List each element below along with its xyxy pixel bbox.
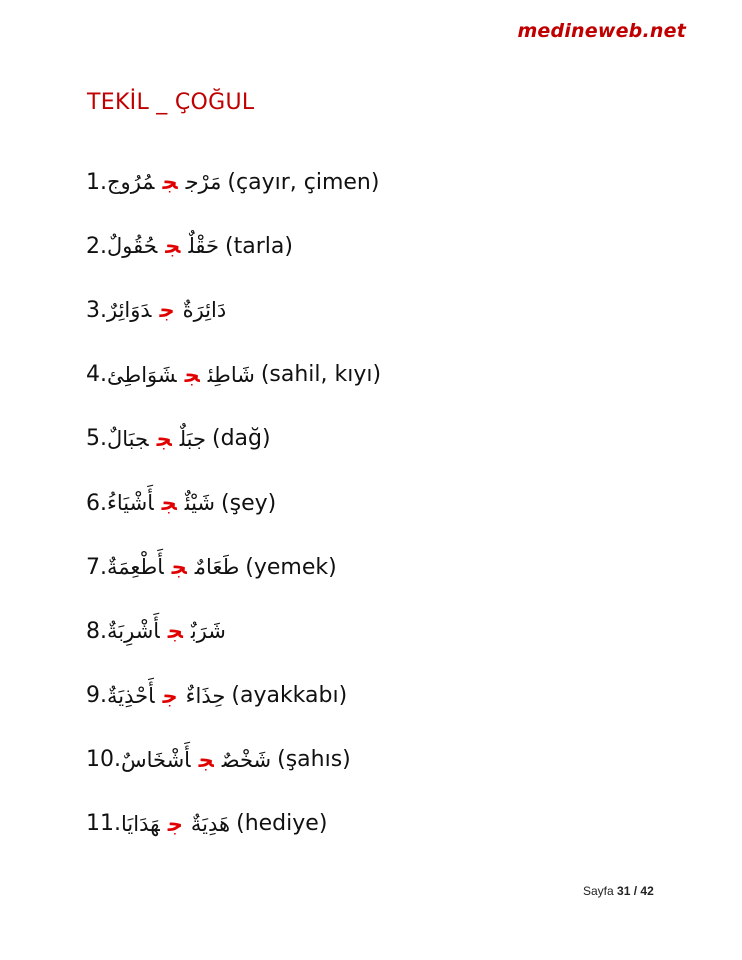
singular-word: جبَلٌ xyxy=(179,426,206,451)
entry-number: 5. xyxy=(86,426,107,452)
plural-marker: ج xyxy=(161,491,177,516)
entry-number: 6. xyxy=(86,490,107,516)
arabic-pair xyxy=(107,170,221,194)
meaning: (ayakkabı) xyxy=(231,683,348,709)
page-divider: / xyxy=(633,884,638,898)
meaning: (tarla) xyxy=(225,233,293,259)
plural-word: أَطْعِمَةٌ xyxy=(107,555,164,580)
word-list xyxy=(86,150,381,856)
list-item xyxy=(86,664,381,728)
plural-marker: ج xyxy=(165,234,181,259)
meaning: (çayır, çimen) xyxy=(227,169,380,195)
entry-number: 10. xyxy=(86,747,121,773)
meaning: (şahıs) xyxy=(277,747,351,773)
entry-number: 1. xyxy=(86,169,107,195)
plural-marker: ج xyxy=(171,555,187,580)
list-item xyxy=(86,535,381,599)
singular-word: طَعَامٌ xyxy=(194,555,240,580)
list-item xyxy=(86,214,381,278)
page-label: Sayfa xyxy=(583,884,614,898)
plural-word: جبَالٌ xyxy=(107,426,149,451)
singular-word: هَدِيَةٌ xyxy=(190,811,231,836)
plural-marker: ج xyxy=(167,619,183,644)
list-item xyxy=(86,343,381,407)
list-item xyxy=(86,407,381,471)
entry-number: 7. xyxy=(86,554,107,580)
arabic-pair xyxy=(107,684,225,708)
plural-marker: ج xyxy=(159,298,175,323)
entry-number: 9. xyxy=(86,683,107,709)
plural-word: شَوَاطِئ xyxy=(107,362,177,387)
site-url[interactable]: medineweb.net xyxy=(517,20,686,42)
singular-word: شَخْصٌ xyxy=(221,747,272,772)
plural-word: أَشْخَاسٌ xyxy=(121,747,191,772)
plural-marker: ج xyxy=(162,683,178,708)
arabic-pair xyxy=(121,748,271,772)
singular-word: دَائِرَةٌ xyxy=(182,298,227,323)
list-item xyxy=(86,792,381,856)
list-item xyxy=(86,471,381,535)
plural-word: دَوَائِرٌ xyxy=(107,298,152,323)
singular-word: مَرْج xyxy=(185,170,222,195)
plural-marker: ج xyxy=(162,170,178,195)
meaning: (sahil, kıyı) xyxy=(260,362,382,388)
entry-number: 4. xyxy=(86,362,107,388)
plural-marker: ج xyxy=(167,811,183,836)
singular-word: حِذَاءٌ xyxy=(185,683,226,708)
plural-word: أَحْذِيَةٌ xyxy=(107,683,155,708)
singular-word: شَاطِئ xyxy=(207,362,255,387)
entry-number: 11. xyxy=(86,811,121,837)
list-item xyxy=(86,150,381,214)
arabic-pair xyxy=(107,234,219,258)
plural-word: أَشْرِبَةٌ xyxy=(107,619,160,644)
singular-word: شَرَبٌ xyxy=(190,619,226,644)
singular-word: حَقْلٌ xyxy=(188,234,219,259)
arabic-pair xyxy=(107,555,239,579)
arabic-pair xyxy=(121,812,230,836)
plural-word: مُرُوج xyxy=(107,170,155,195)
page-heading: TEKİL _ ÇOĞUL xyxy=(87,90,255,115)
plural-marker: ج xyxy=(198,747,214,772)
meaning: (şey) xyxy=(221,490,277,516)
plural-word: حُقُولٌ xyxy=(107,234,158,259)
arabic-pair xyxy=(107,619,226,643)
arabic-pair xyxy=(107,491,215,515)
entry-number: 3. xyxy=(86,297,107,323)
total-pages: 42 xyxy=(640,884,654,898)
plural-marker: ج xyxy=(184,362,200,387)
meaning: (yemek) xyxy=(245,554,337,580)
page-number xyxy=(583,884,654,898)
plural-marker: ج xyxy=(156,426,172,451)
singular-word: شَيْئٌ xyxy=(184,491,216,516)
arabic-pair xyxy=(107,298,226,322)
list-item xyxy=(86,278,381,342)
current-page: 31 xyxy=(617,884,631,898)
list-item xyxy=(86,599,381,663)
entry-number: 2. xyxy=(86,233,107,259)
list-item xyxy=(86,728,381,792)
meaning: (hediye) xyxy=(236,811,328,837)
meaning: (dağ) xyxy=(211,426,271,452)
plural-word: أَشْيَاءُ xyxy=(107,491,154,516)
arabic-pair xyxy=(107,363,255,387)
plural-word: هَدَايَا xyxy=(121,811,160,836)
entry-number: 8. xyxy=(86,618,107,644)
arabic-pair xyxy=(107,427,206,451)
